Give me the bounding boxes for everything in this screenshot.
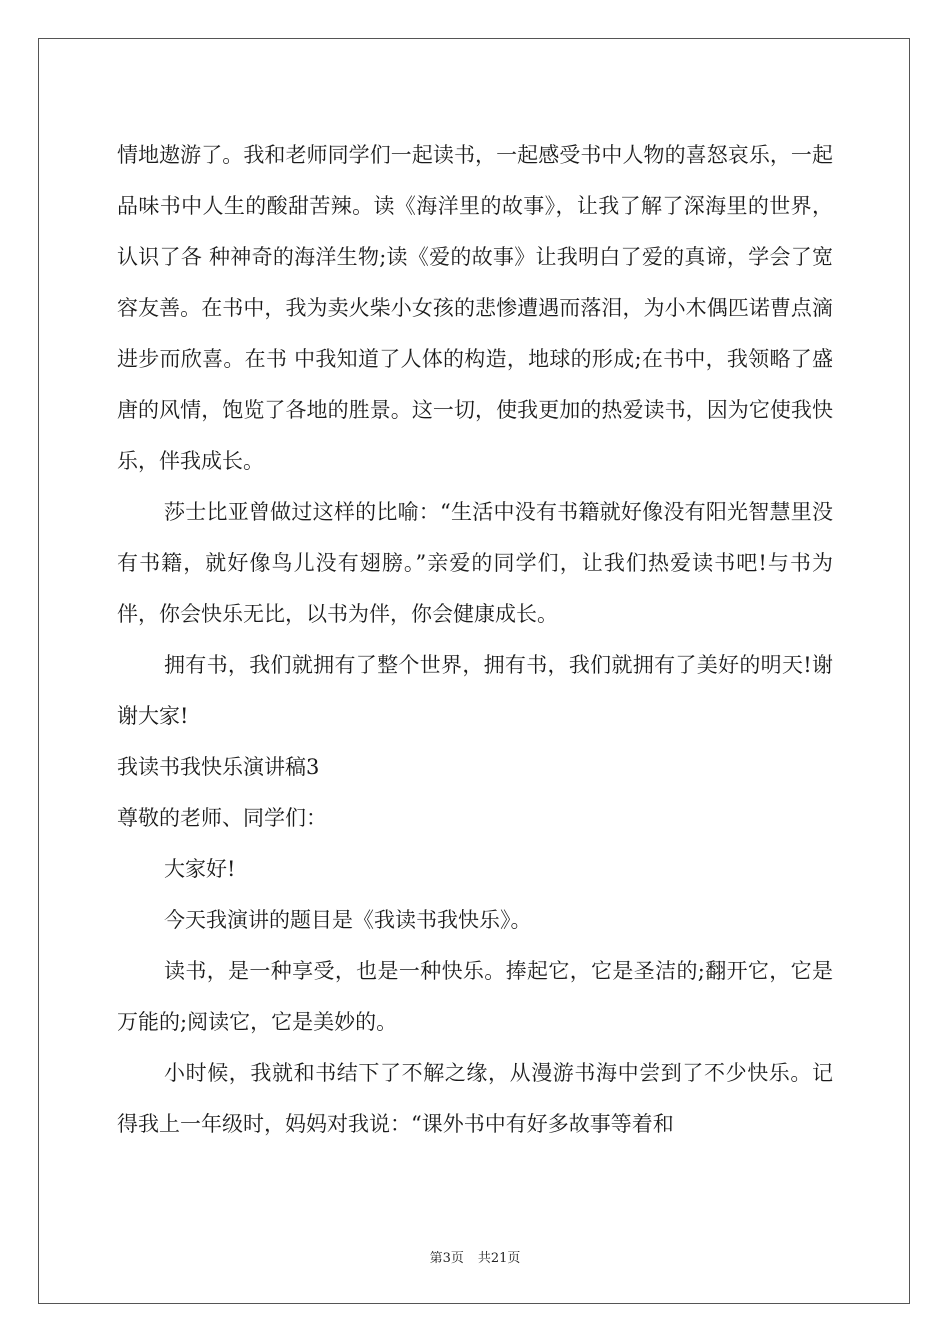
salutation: 尊敬的老师、同学们： [117,806,327,830]
paragraph-3: 拥有书，我们就拥有了整个世界，拥有书，我们就拥有了美好的明天!谢谢大家! [117,653,833,728]
paragraph-1: 情地遨游了。我和老师同学们一起读书，一起感受书中人物的喜怒哀乐，一起品味书中人生的酸甜苦辣。读《海洋里的故事》，让我了解了深海里的世界，认识了各 种神奇的海洋生物;读《爱的故事》让我明白了爱的真谛，学会了宽容友善。在书中，我为卖火柴小女孩的悲惨遭遇而落泪，为小木偶匹诺曹点滴进步而欣喜。在书 中我知道了人体的构造，地球的形成;在书中，我领略了盛唐的风情，饱览了各地的胜景。这一切，使我更加的热爱读书，因为它使我快乐，伴我成长。 [117,143,833,473]
page-number: 第3页 [429,1251,464,1266]
paragraph-8: 读书，是一种享受，也是一种快乐。捧起它，它是圣洁的;翻开它，它是万能的;阅读它，它是美妙的。 [117,959,833,1034]
page-footer [0,1247,950,1266]
paragraph-2: 莎士比亚曾做过这样的比喻：“生活中没有书籍就好像没有阳光智慧里没有书籍，就好像鸟儿没有翅膀。”亲爱的同学们，让我们热爱读书吧!与书为伴，你会快乐无比，以书为伴，你会健康成长。 [117,500,833,626]
paragraph-9: 小时候，我就和书结下了不解之缘，从漫游书海中尝到了不少快乐。记得我上一年级时，妈妈对我说：“课外书中有好多故事等着和 [117,1061,833,1136]
document-body [117,130,833,1150]
section-title: 我读书我快乐演讲稿3 [117,755,320,779]
page-total: 共21页 [477,1251,521,1266]
topic-line: 今天我演讲的题目是《我读书我快乐》。 [164,908,532,932]
greeting: 大家好! [164,857,236,881]
